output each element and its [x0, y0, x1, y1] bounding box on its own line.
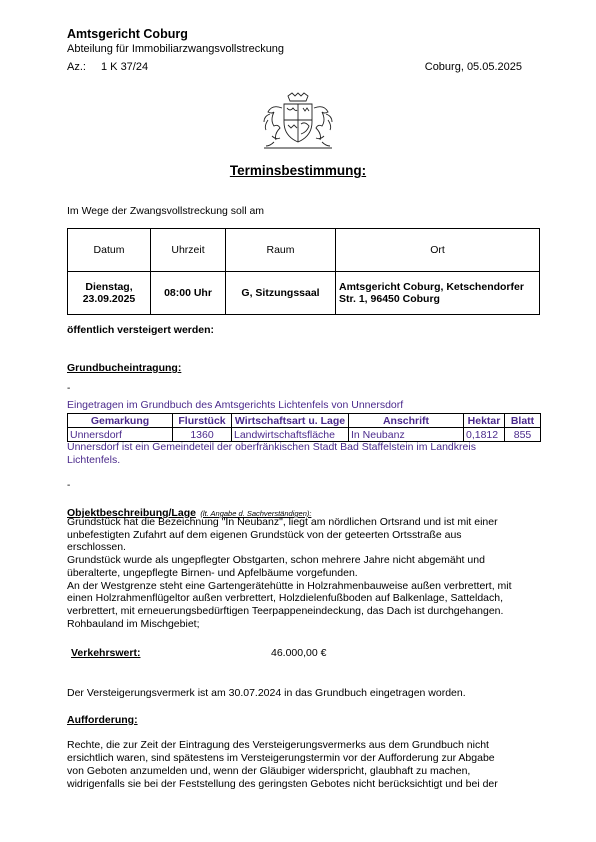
object-subheading: (lt. Angabe d. Sachverständigen):	[200, 509, 312, 518]
dash: -	[67, 480, 71, 491]
land-register-note: Unnersdorf ist ein Gemeindeteil der oberfränkischen Stadt Bad Staffelstein im Landkreis Lichtenfels.	[67, 441, 476, 466]
auction-time: 08:00 Uhr	[151, 272, 226, 315]
cell-wirtschaftsart: Landwirtschaftsfläche	[232, 428, 349, 442]
auction-place-line2: Str. 1, 96450 Coburg	[339, 293, 440, 305]
request-line: von Geboten anzumelden und, wenn der Gläubiger widerspricht, glaubhaft zu machen,	[67, 765, 471, 777]
cell-flurstueck: 1360	[173, 428, 232, 442]
object-line: verbrettert, mit erneuerungsbedürftigen Teerpappeneindeckung, das Dach ist durchgehangen.	[67, 604, 504, 617]
department: Abteilung für Immobiliarzwangsvollstreckung	[67, 43, 285, 55]
sold-text: öffentlich versteigert werden:	[67, 324, 215, 336]
object-line: unbefestigten Zufahrt auf dem eigenen Grundstück von der geteerten Ortsstraße aus	[67, 528, 462, 541]
auction-place-line1: Amtsgericht Coburg, Ketschendorfer	[339, 281, 524, 293]
col-anschrift: Anschrift	[349, 414, 464, 428]
coat-of-arms-icon	[258, 92, 338, 150]
col-wirtschaftsart: Wirtschaftsart u. Lage	[232, 414, 349, 428]
object-line: Rohbauland im Mischgebiet;	[67, 617, 200, 630]
header-room: Raum	[226, 229, 336, 272]
object-heading-text: Objektbeschreibung/Lage	[67, 507, 196, 519]
object-line: Grundstück wurde als ungepflegter Obstgarten, schon mehrere Jahre nicht abgemäht und	[67, 554, 485, 567]
place-date: Coburg, 05.05.2025	[424, 61, 522, 73]
request-line: ersichtlich waren, sind spätestens im Versteigerungstermin vor der Aufforderung zur Abgabe	[67, 752, 495, 764]
object-line: Grundstück hat die Bezeichnung "In Neubanz", liegt am nördlichen Ortsrand und ist mit einer	[67, 516, 498, 528]
col-hektar: Hektar	[464, 414, 505, 428]
file-number-label: Az.:	[67, 61, 86, 73]
request-line: Rechte, die zur Zeit der Eintragung des Versteigerungsvermerks aus dem Grundbuch nicht	[67, 739, 489, 751]
intro-text: Im Wege der Zwangsvollstreckung soll am	[67, 205, 265, 217]
market-value: 46.000,00 €	[271, 647, 327, 659]
request-line: widrigenfalls sie bei der Feststellung des geringsten Gebotes nicht berücksichtigt und bei der	[67, 778, 498, 790]
request-text	[67, 739, 537, 791]
auction-place	[336, 272, 540, 315]
document-title: Terminsbestimmung:	[229, 163, 367, 178]
col-gemarkung: Gemarkung	[68, 414, 173, 428]
table-row	[68, 428, 541, 442]
object-line: erschlossen.	[67, 541, 126, 554]
auction-note: Der Versteigerungsvermerk ist am 30.07.2024 in das Grundbuch eingetragen worden.	[67, 687, 466, 699]
cell-blatt: 855	[505, 428, 541, 442]
col-blatt: Blatt	[505, 414, 541, 428]
court-name: Amtsgericht Coburg	[67, 27, 188, 41]
object-line: einen Holzrahmenflügeltor außen verbrettert, Holzdielenfußboden auf Balkenlage, Satteldach,	[67, 592, 504, 605]
dash: -	[67, 383, 71, 394]
auction-date	[68, 272, 151, 315]
auction-weekday: Dienstag,	[85, 281, 133, 293]
object-description	[67, 516, 537, 630]
cell-gemarkung: Unnersdorf	[68, 428, 173, 442]
object-line: überalterte, ungepflegte Birnen- und Apfelbäume vorgefunden.	[67, 566, 358, 579]
file-number: 1 K 37/24	[101, 61, 149, 73]
col-flurstueck: Flurstück	[173, 414, 232, 428]
cell-anschrift: In Neubanz	[349, 428, 464, 442]
auction-day: 23.09.2025	[82, 293, 136, 305]
cell-hektar: 0,1812	[464, 428, 505, 442]
auction-room: G, Sitzungssaal	[226, 272, 336, 315]
request-heading: Aufforderung:	[67, 714, 138, 726]
auction-date-table	[67, 228, 540, 315]
land-register-heading: Grundbucheintragung:	[67, 362, 182, 374]
header-time: Uhrzeit	[151, 229, 226, 272]
land-register-table	[67, 413, 541, 442]
object-line: An der Westgrenze steht eine Gartengerätehütte in Holzrahmenbauweise außen verbrettert, mit	[67, 579, 512, 592]
market-value-label: Verkehrswert:	[71, 647, 141, 659]
land-register-intro: Eingetragen im Grundbuch des Amtsgerichts Lichtenfels von Unnersdorf	[67, 399, 404, 411]
header-date: Datum	[68, 229, 151, 272]
header-place: Ort	[336, 229, 540, 272]
